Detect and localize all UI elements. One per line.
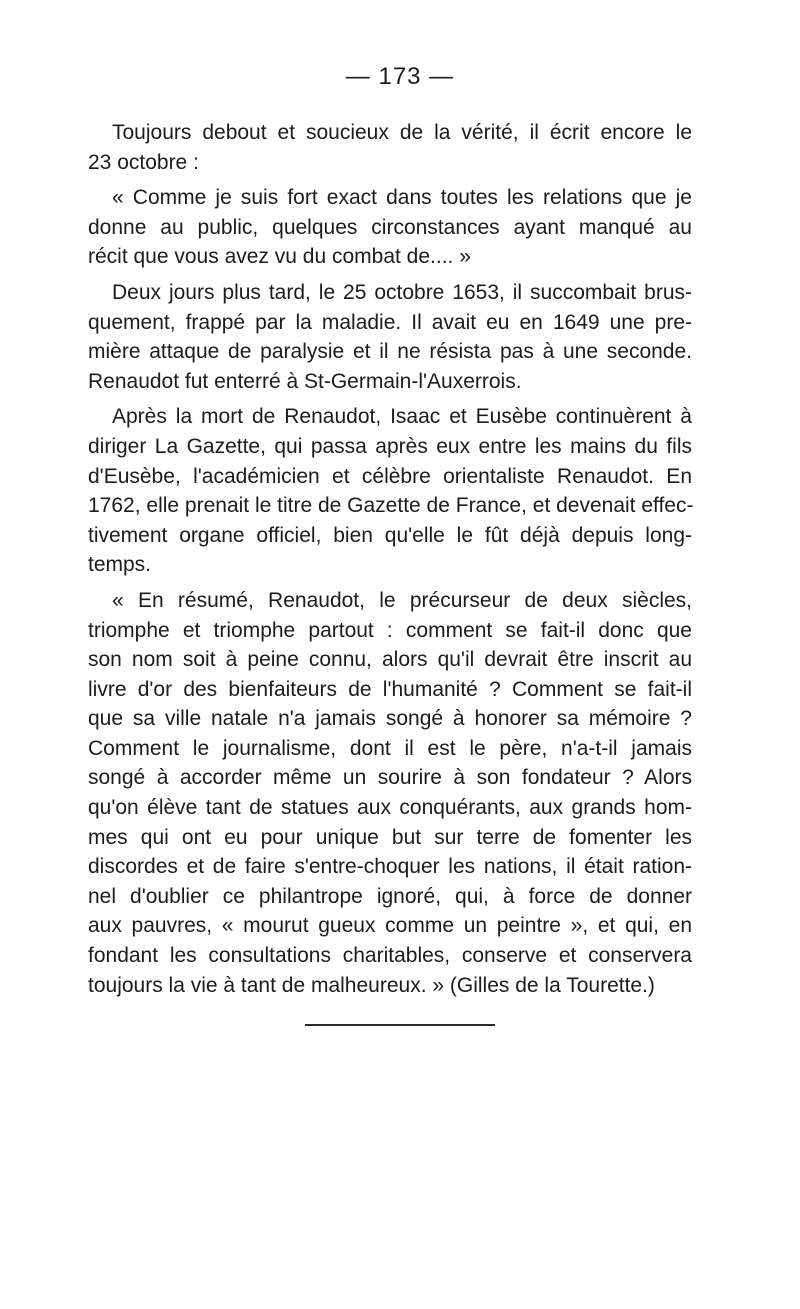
text-line: Comment le journalisme, dont il est le père, n'a-t-il jamais xyxy=(88,736,692,760)
paragraph xyxy=(88,278,692,396)
text-line: mes qui ont eu pour unique but sur terre de fomenter les xyxy=(88,825,692,849)
text-line: aux pauvres, « mourut gueux comme un peintre », et qui, en xyxy=(88,914,692,938)
page-number: — 173 — xyxy=(345,63,455,90)
text-line: Deux jours plus tard, le 25 octobre 1653, il succombait brus- xyxy=(112,280,692,304)
text-line: « Comme je suis fort exact dans toutes les relations que je xyxy=(112,186,692,210)
text-line: triomphe et triomphe partout : comment se fait-il donc que xyxy=(88,618,692,642)
text-line: diriger La Gazette, qui passa après eux entre les mains du fils xyxy=(88,434,692,458)
paragraph xyxy=(88,118,692,177)
body-text xyxy=(88,118,692,1000)
paragraph xyxy=(88,402,692,580)
text-line: son nom soit à peine connu, alors qu'il devrait être inscrit au xyxy=(88,648,692,672)
text-line: tivement organe officiel, bien qu'elle le fût déjà depuis long- xyxy=(88,523,692,547)
paragraph xyxy=(88,183,692,272)
text-line: toujours la vie à tant de malheureux. » (Gilles de la Tourette.) xyxy=(88,973,655,997)
text-line: temps. xyxy=(88,553,152,577)
text-line: Toujours debout et soucieux de la vérité, il écrit encore le xyxy=(112,121,692,144)
text-line: quement, frappé par la maladie. Il avait eu en 1649 une pre- xyxy=(88,310,692,334)
text-line: Renaudot fut enterré à St-Germain-l'Auxerrois. xyxy=(88,369,522,393)
text-line: discordes et de faire s'entre-choquer les nations, il était ration- xyxy=(88,855,692,879)
text-line: nel d'oublier ce philantrope ignoré, qui, à force de donner xyxy=(88,884,692,908)
text-line: que sa ville natale n'a jamais songé à honorer sa mémoire ? xyxy=(88,707,692,731)
text-line: mière attaque de paralysie et il ne résista pas à une seconde. xyxy=(88,340,692,364)
text-line: « En résumé, Renaudot, le précurseur de deux siècles, xyxy=(112,588,692,612)
text-line: d'Eusèbe, l'académicien et célèbre orientaliste Renaudot. En xyxy=(88,464,692,488)
text-line: songé à accorder même un sourire à son fondateur ? Alors xyxy=(88,766,692,790)
section-divider xyxy=(305,1024,495,1026)
text-line: donne au public, quelques circonstances ayant manqué au xyxy=(88,215,692,239)
paragraph xyxy=(88,586,692,1000)
text-line: 23 octobre : xyxy=(88,150,199,174)
text-line: récit que vous avez vu du combat de.... » xyxy=(88,245,471,269)
text-line: 1762, elle prenait le titre de Gazette de France, et devenait effec- xyxy=(88,494,694,518)
text-line: livre d'or des bienfaiteurs de l'humanité ? Comment se fait-il xyxy=(88,677,692,701)
text-line: fondant les consultations charitables, conserve et conservera xyxy=(88,944,692,968)
text-line: qu'on élève tant de statues aux conquérants, aux grands hom- xyxy=(88,796,692,820)
text-line: Après la mort de Renaudot, Isaac et Eusèbe continuèrent à xyxy=(112,405,692,429)
